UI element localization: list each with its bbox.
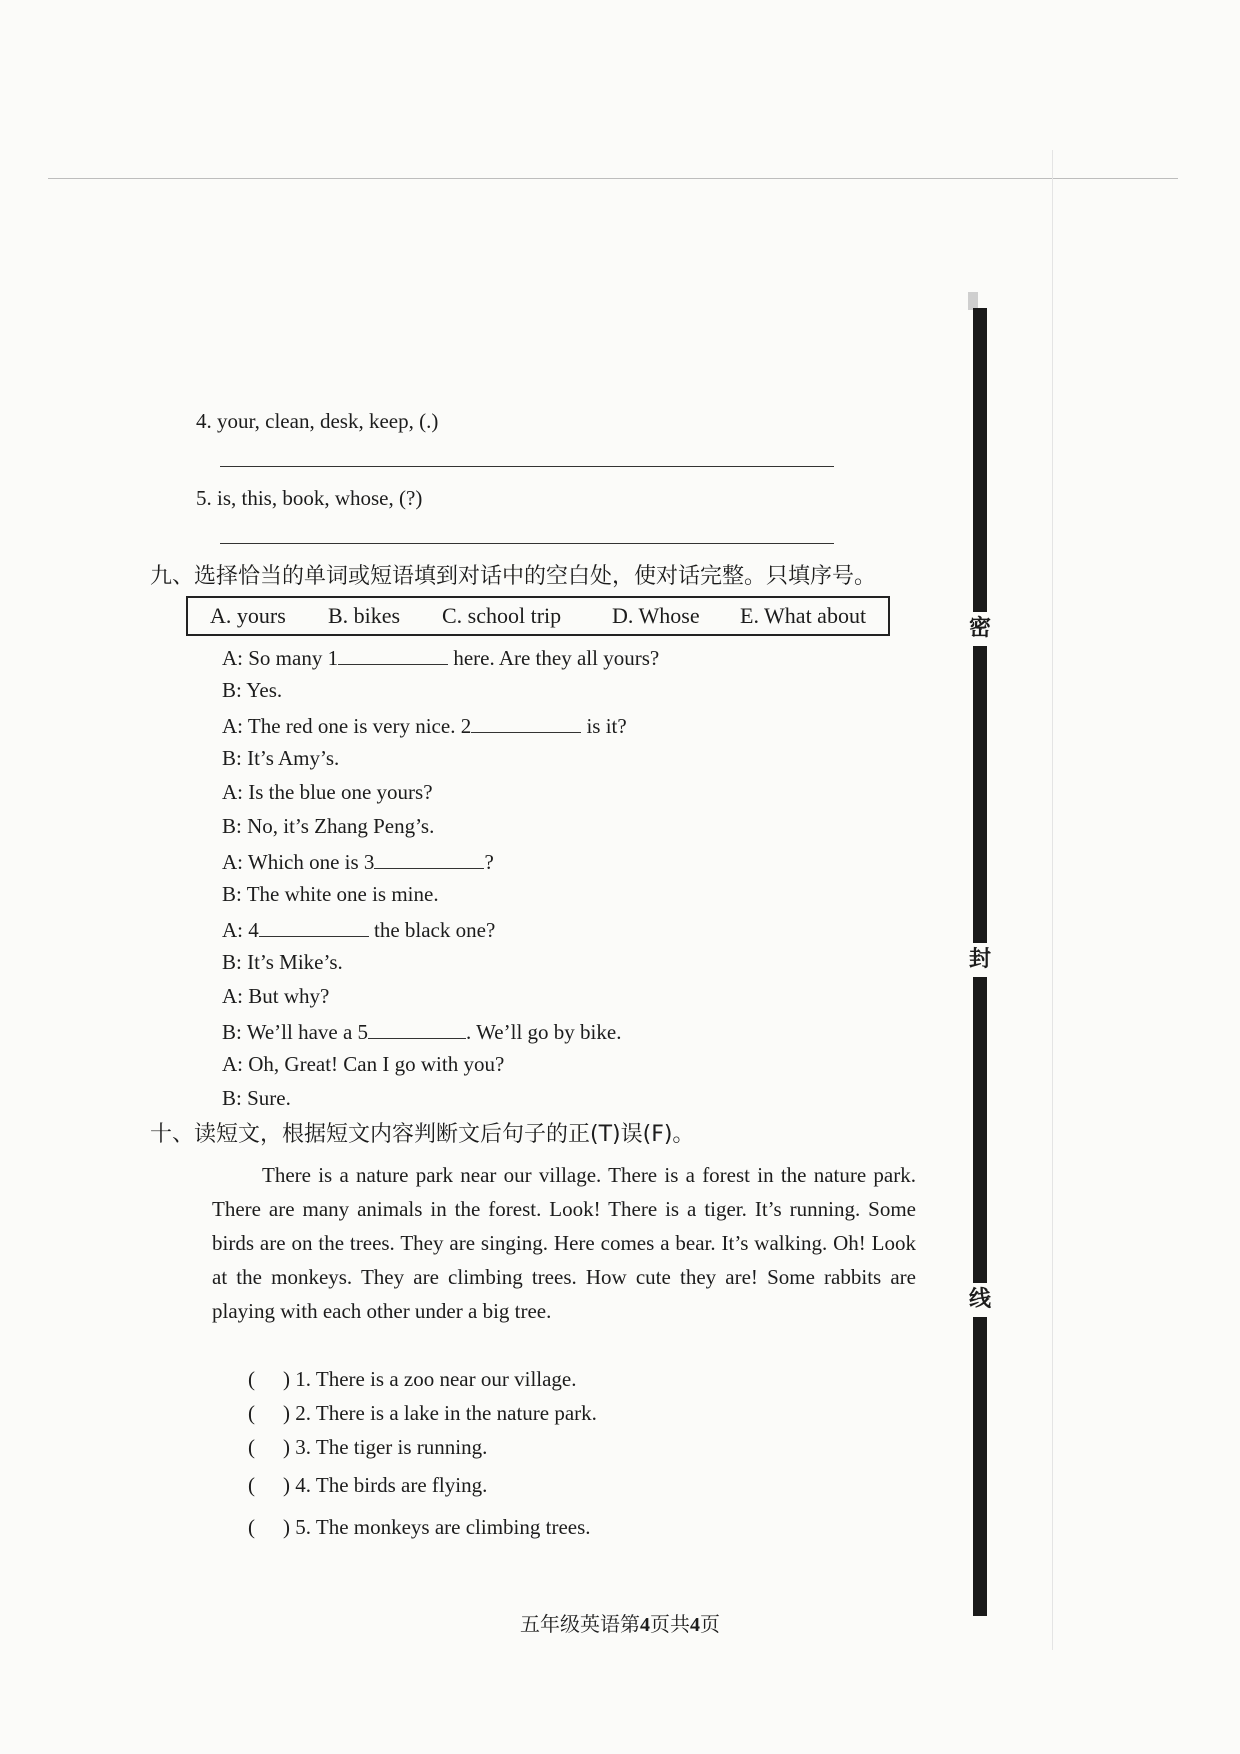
section-9-title: 九、选择恰当的单词或短语填到对话中的空白处，使对话完整。只填序号。 [150, 564, 877, 589]
blank-4[interactable] [259, 918, 369, 937]
blank-1[interactable] [338, 646, 448, 665]
statement-2: ( ) 2. There is a lake in the nature park. [248, 1401, 597, 1425]
option-c: C. school trip [442, 603, 562, 628]
option-box [186, 596, 890, 636]
blank-2[interactable] [471, 714, 581, 733]
dialogue-line: B: It’s Mike’s. [222, 950, 343, 974]
dialogue-line: A: Which one is 3 ? [222, 850, 494, 874]
answer-slot-2[interactable] [255, 1402, 283, 1420]
question-8-5: 5. is, this, book, whose, (?) [196, 486, 423, 510]
dialogue-line: A: The red one is very nice. 2 is it? [222, 714, 627, 738]
option-e: E. What about [740, 603, 867, 628]
dialogue-line: B: We’ll have a 5 . We’ll go by bike. [222, 1020, 622, 1044]
scan-right-edge [1052, 150, 1053, 1650]
reading-passage: There is a nature park near our village. There is a forest in the nature park. There are many animals in the forest. Look! There is a tiger. It’s running. Some birds are on the trees. They are singing. Here comes a bear. It’s walking. Oh! Look at the monkeys. They are climbing trees. How cute they are! Some rabbits are playing with each other under a big tree. [212, 1163, 916, 1323]
blank-5[interactable] [368, 1020, 466, 1039]
section-10-title: 十、读短文，根据短文内容判断文后句子的正(T)误(F)。 [150, 1122, 695, 1147]
dialogue-line: A: So many 1 here. Are they all yours? [222, 646, 660, 670]
page-footer: 五年级英语第4页共4页 [520, 1612, 720, 1636]
option-d: D. Whose [612, 603, 700, 628]
option-a: A. yours [210, 603, 286, 628]
dialogue-line: B: Sure. [222, 1086, 291, 1110]
dialogue-line: B: The white one is mine. [222, 882, 439, 906]
option-b: B. bikes [328, 603, 401, 628]
dialogue-line: A: But why? [222, 984, 330, 1008]
answer-line-8-5 [220, 543, 834, 544]
dialogue-line: B: No, it’s Zhang Peng’s. [222, 814, 435, 838]
question-8-4: 4. your, clean, desk, keep, (.) [196, 409, 439, 433]
seal-mark-xian: 线 [963, 1283, 997, 1317]
seal-mark-feng: 封 [963, 943, 997, 977]
answer-slot-4[interactable] [255, 1474, 283, 1492]
answer-line-8-4 [220, 466, 834, 467]
answer-slot-5[interactable] [255, 1516, 283, 1534]
blank-3[interactable] [374, 850, 484, 869]
scan-top-edge [48, 178, 1178, 179]
dialogue-line: B: It’s Amy’s. [222, 746, 340, 770]
statement-3: ( ) 3. The tiger is running. [248, 1435, 488, 1459]
statement-5: ( ) 5. The monkeys are climbing trees. [248, 1515, 591, 1539]
answer-slot-3[interactable] [255, 1436, 283, 1454]
statement-1: ( ) 1. There is a zoo near our village. [248, 1367, 577, 1391]
dialogue-line: B: Yes. [222, 678, 283, 702]
answer-slot-1[interactable] [255, 1368, 283, 1386]
dialogue-line: A: 4 the black one? [222, 918, 496, 942]
seal-mark-mi: 密 [963, 612, 997, 646]
dialogue-line: A: Oh, Great! Can I go with you? [222, 1052, 505, 1076]
statement-4: ( ) 4. The birds are flying. [248, 1473, 488, 1497]
dialogue-line: A: Is the blue one yours? [222, 780, 433, 804]
